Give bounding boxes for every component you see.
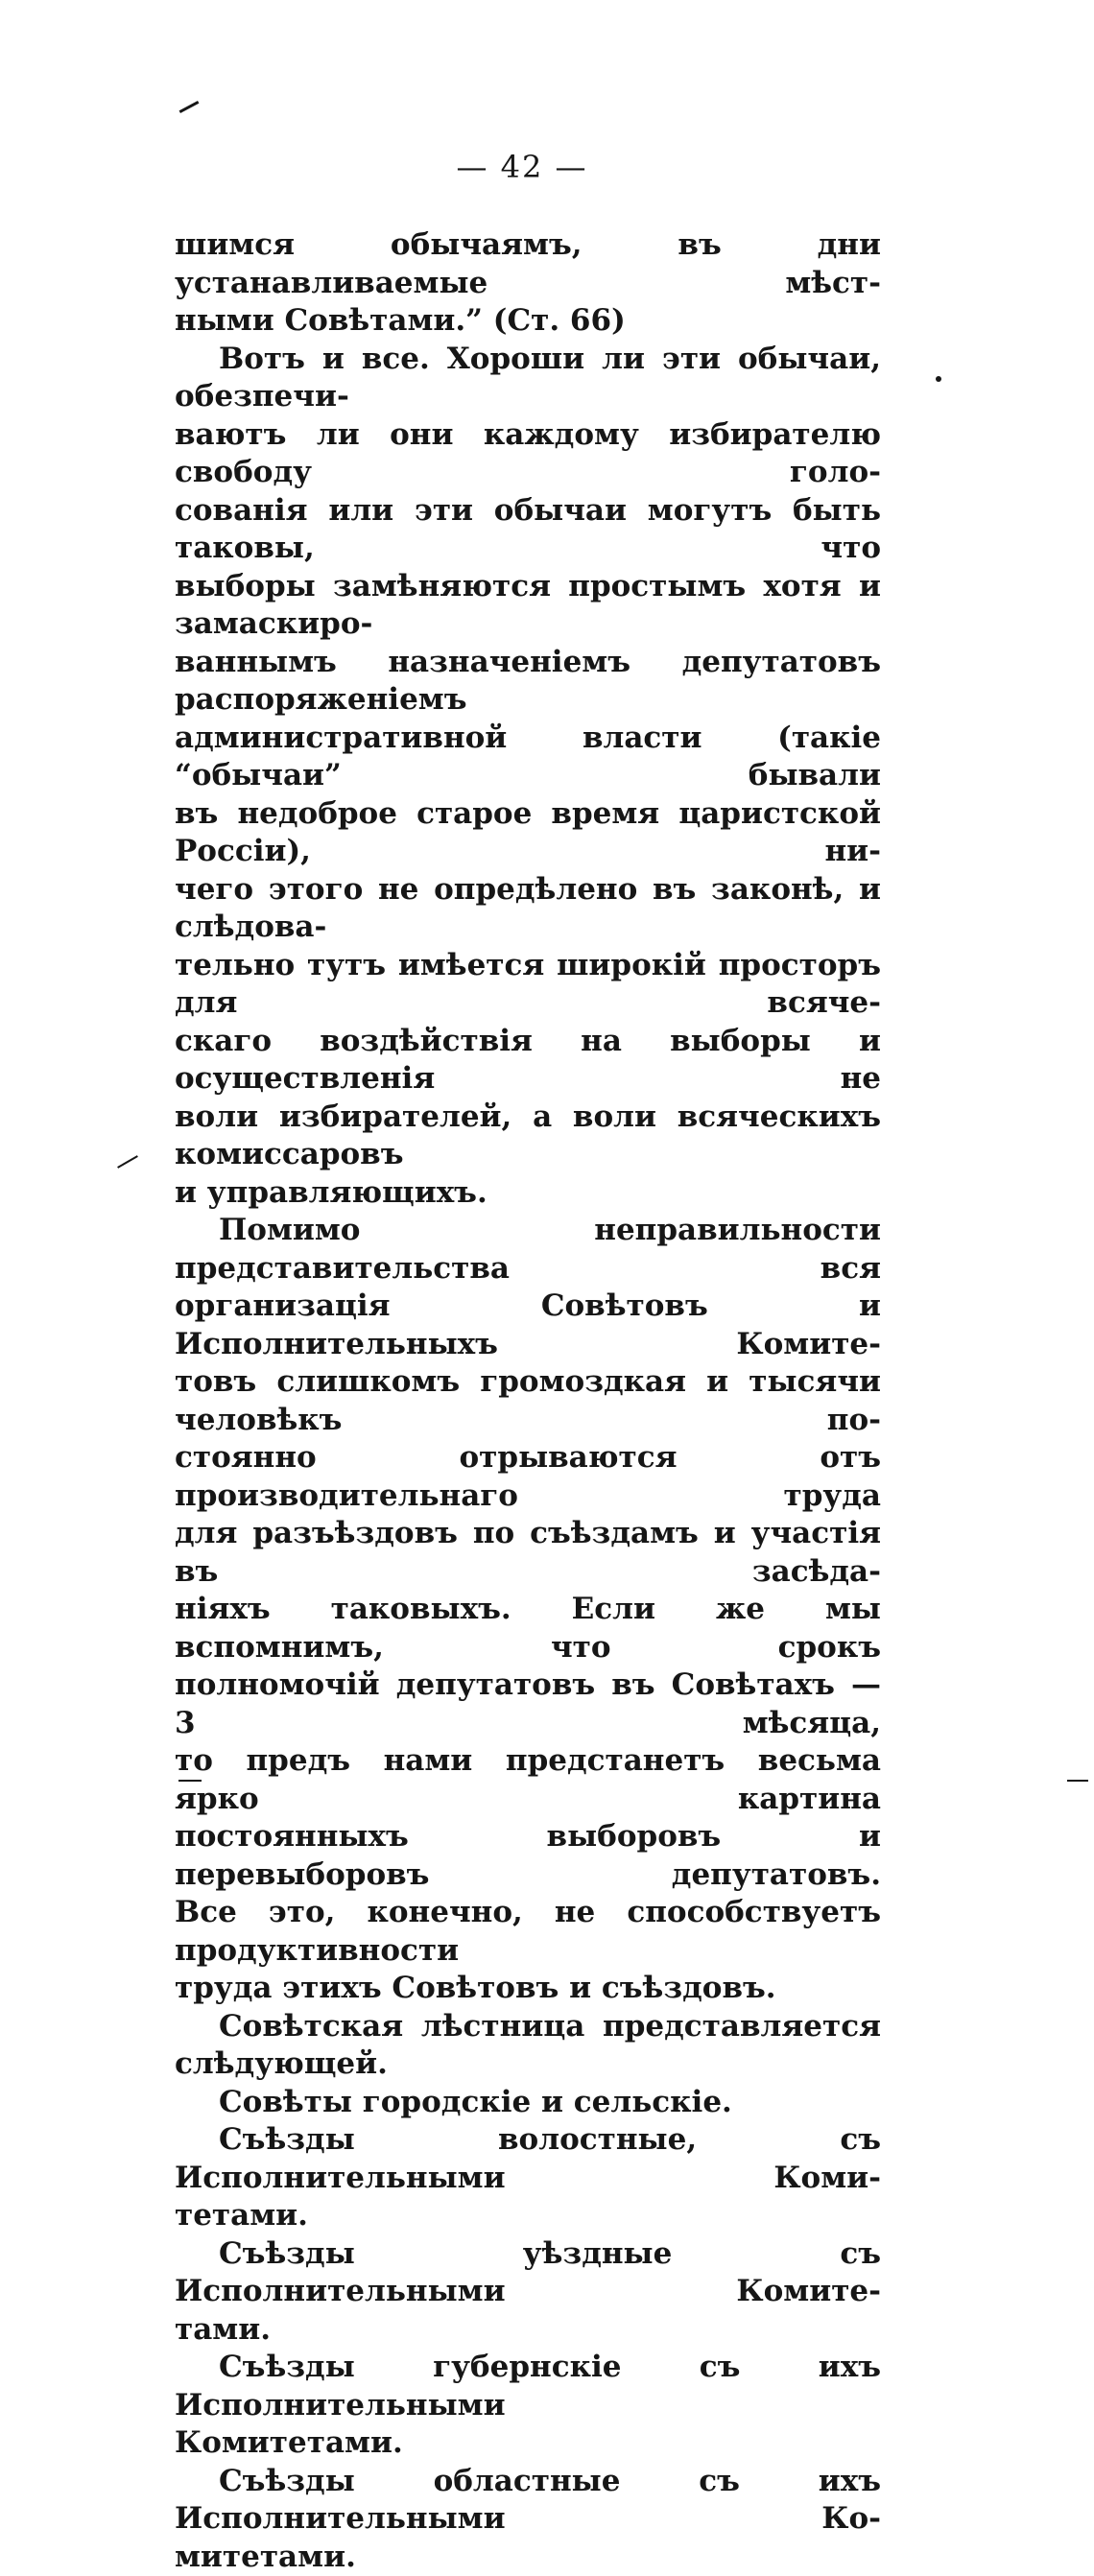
- text-line: и управляющихъ.: [175, 1174, 881, 1213]
- text-line: Помимо неправильности представительства вся: [175, 1212, 881, 1288]
- paragraph-4: [175, 2008, 881, 2084]
- paragraph-3: [175, 1212, 881, 2008]
- text-line: стоянно отрываются отъ производительнаго труда: [175, 1439, 881, 1515]
- text-line: тельно тутъ имѣется широкій просторъ для всяче-: [175, 947, 881, 1023]
- page-number: — 42 —: [0, 149, 1044, 185]
- text-line: сованія или эти обычаи могутъ быть таковы, что: [175, 492, 881, 568]
- paragraph-6: [175, 2121, 881, 2235]
- text-line: Совѣты городскіе и сельскіе.: [175, 2084, 881, 2122]
- text-line: Съѣзды уѣздные съ Исполнительными Комите-: [175, 2235, 881, 2311]
- paragraph-8: [175, 2349, 881, 2463]
- text-line: для разъѣздовъ по съѣздамъ и участія въ засѣда-: [175, 1515, 881, 1591]
- text-line: труда этихъ Совѣтовъ и съѣздовъ.: [175, 1970, 881, 2008]
- text-line: полномочій депутатовъ въ Совѣтахъ — 3 мѣсяца,: [175, 1666, 881, 1742]
- text-line: то предъ нами предстанетъ весьма ярко картина: [175, 1742, 881, 1818]
- text-line: Совѣтская лѣстница представляется слѣдующей.: [175, 2008, 881, 2084]
- text-line: Вотъ и все. Хороши ли эти обычаи, обезпечи-: [175, 341, 881, 416]
- text-line: ными Совѣтами.” (Ст. 66): [175, 302, 881, 341]
- text-line: Съѣзды волостные, съ Исполнительными Коми-: [175, 2121, 881, 2197]
- paragraph-7: [175, 2235, 881, 2350]
- text-line: ніяхъ таковыхъ. Если же мы вспомнимъ, что срокъ: [175, 1591, 881, 1666]
- print-mark-bottom-right: [1067, 1780, 1088, 1782]
- text-line: шимся обычаямъ, въ дни устанавливаемые мѣст-: [175, 226, 881, 302]
- text-line: чего этого не опредѣлено въ законѣ, и слѣдова-: [175, 871, 881, 947]
- text-line: Съѣзды областные съ ихъ Исполнительными Ко-: [175, 2463, 881, 2539]
- print-mark-top-left: [179, 101, 200, 113]
- text-line: Съѣзды губернскіе съ ихъ Исполнительными: [175, 2349, 881, 2424]
- paragraph-1: [175, 226, 881, 341]
- paragraph-5: [175, 2084, 881, 2122]
- text-line: митетами.: [175, 2539, 881, 2576]
- text-line: ваютъ ли они каждому избирателю свободу голо-: [175, 416, 881, 492]
- body-text: [175, 226, 881, 2576]
- text-line: Комитетами.: [175, 2424, 881, 2463]
- text-line: скаго воздѣйствія на выборы и осуществленія не: [175, 1023, 881, 1099]
- print-dot-right-margin: [936, 376, 941, 382]
- text-line: тетами.: [175, 2197, 881, 2235]
- text-line: ваннымъ назначеніемъ депутатовъ распоряженіемъ: [175, 644, 881, 720]
- text-line: въ недоброе старое время царистской Россіи), ни-: [175, 795, 881, 871]
- text-line: товъ слишкомъ громоздкая и тысячи человѣкъ по-: [175, 1363, 881, 1439]
- text-line: организація Совѣтовъ и Исполнительныхъ Комите-: [175, 1288, 881, 1363]
- text-line: выборы замѣняются простымъ хотя и замаскиро-: [175, 568, 881, 644]
- text-line: тами.: [175, 2311, 881, 2350]
- text-line: постоянныхъ выборовъ и перевыборовъ депутатовъ.: [175, 1818, 881, 1894]
- text-line: административной власти (такіе “обычаи” бывали: [175, 720, 881, 795]
- text-line: Все это, конечно, не способствуетъ продуктивности: [175, 1894, 881, 1970]
- paragraph-9: [175, 2463, 881, 2576]
- text-line: воли избирателей, а воли всяческихъ комиссаровъ: [175, 1099, 881, 1174]
- print-mark-margin-left: [117, 1155, 138, 1169]
- paragraph-2: [175, 341, 881, 1213]
